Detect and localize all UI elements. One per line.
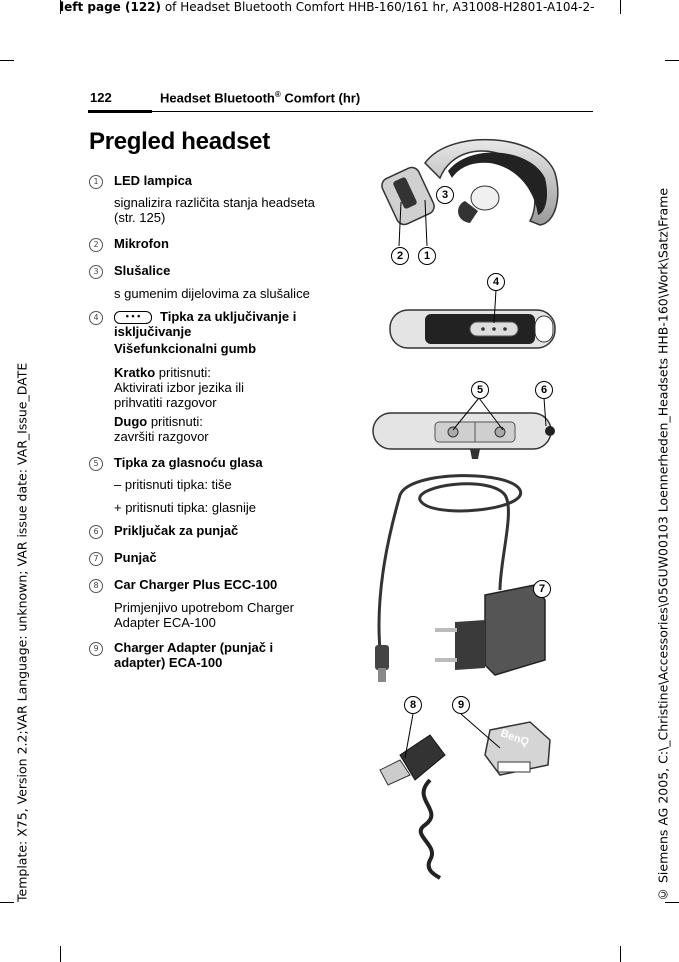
- running-title-suffix: Comfort (hr): [280, 90, 361, 106]
- crop-mark-bottom-left-v: [60, 946, 61, 962]
- item-title: Charger Adapter (punjač i adapter) ECA-100: [114, 640, 274, 670]
- header-rule: [88, 111, 593, 112]
- callout-leaders: [400, 712, 510, 762]
- item-title-text: Tipka za uključivanje i isključivanje: [114, 309, 297, 340]
- item-text: završiti razgovor: [114, 429, 209, 444]
- item-number: 6: [89, 523, 109, 539]
- top-print-strip: [60, 0, 679, 14]
- top-strip-bold: left page (122): [60, 0, 161, 14]
- item-text: Primjenjivo upotrebom Charger Adapter ECA-100: [114, 600, 294, 630]
- item-title: Punjač: [114, 550, 157, 565]
- item-text-part: pritisnuti:: [155, 365, 211, 380]
- item-title: Tipka za glasnoću glasa: [114, 455, 263, 470]
- crop-mark-bottom-right-v: [620, 946, 621, 962]
- item-title: Car Charger Plus ECC-100: [114, 577, 278, 592]
- charger-illustration: [370, 470, 560, 690]
- running-title: [160, 90, 360, 105]
- page-number: 122: [90, 90, 112, 105]
- item-number: 2: [89, 236, 109, 252]
- crop-mark-right-top-h: [665, 60, 679, 61]
- item-number: 9: [89, 640, 109, 656]
- crop-mark-left-top-h: [0, 60, 14, 61]
- item-title: Priključak za punjač: [114, 523, 239, 538]
- item-title: [114, 309, 334, 339]
- item-text: signalizira različita stanja headseta (str. 125): [114, 195, 315, 225]
- item-text: [114, 365, 334, 380]
- item-number: 5: [89, 455, 109, 471]
- callout-1: 1: [418, 247, 436, 265]
- callout-2: 2: [391, 247, 409, 265]
- item-text: + pritisnuti tipka: glasnije: [114, 500, 256, 515]
- headset-top-view-illustration: [385, 300, 565, 360]
- item-text: Aktivirati izbor jezika ili prihvatiti razgovor: [114, 380, 245, 410]
- top-strip-rest: of Headset Bluetooth Comfort HHB-160/161 hr, A31008-H2801-A104-2-: [161, 0, 595, 14]
- page-title: Pregled headset: [89, 128, 270, 155]
- item-text: – pritisnuti tipka: tiše: [114, 477, 232, 492]
- crop-mark-right-bottom-h: [665, 902, 679, 903]
- registered-mark: ®: [274, 90, 281, 99]
- item-number: 1: [89, 173, 109, 189]
- item-number: 3: [89, 263, 109, 279]
- side-copyright-text: © Siemens AG 2005, C:\_Christine\Accessories\05GUW00103 Loennerheden_Headsets HHB-160\Work\Satz\Frame: [655, 187, 671, 902]
- item-text: [114, 414, 334, 429]
- callout-9: 9: [452, 696, 470, 714]
- item-title: Slušalice: [114, 263, 171, 278]
- callout-8: 8: [404, 696, 422, 714]
- item-title: LED lampica: [114, 173, 193, 188]
- brand-logo-text: BenQ: [498, 727, 531, 749]
- callout-leader: [490, 290, 510, 325]
- callout-leaders: [445, 396, 555, 436]
- item-text: s gumenim dijelovima za slušalice: [114, 286, 310, 301]
- running-title-main: Headset Bluetooth: [160, 90, 275, 106]
- multifunction-key-icon: • • •: [114, 311, 152, 324]
- callout-4: 4: [487, 273, 505, 291]
- item-text-bold: Kratko: [114, 365, 156, 380]
- header-rule-accent: [88, 110, 152, 113]
- item-subtitle: Višefunkcionalni gumb: [114, 341, 257, 356]
- crop-mark-left-bottom-h: [0, 902, 14, 903]
- callout-6: 6: [535, 381, 553, 399]
- callout-7: 7: [533, 580, 551, 598]
- item-text-bold: Dugo: [114, 414, 148, 429]
- callout-leaders: [395, 200, 435, 250]
- item-number: 4: [89, 309, 109, 325]
- item-title: Mikrofon: [114, 236, 169, 251]
- item-number: 8: [89, 577, 109, 593]
- item-text-part: pritisnuti:: [147, 414, 203, 429]
- callout-5: 5: [471, 381, 489, 399]
- side-template-text: Template: X75, Version 2.2;VAR Language: unknown; VAR issue date: VAR_Issue_DATE: [14, 362, 30, 902]
- callout-3: 3: [436, 186, 454, 204]
- item-number: 7: [89, 550, 109, 566]
